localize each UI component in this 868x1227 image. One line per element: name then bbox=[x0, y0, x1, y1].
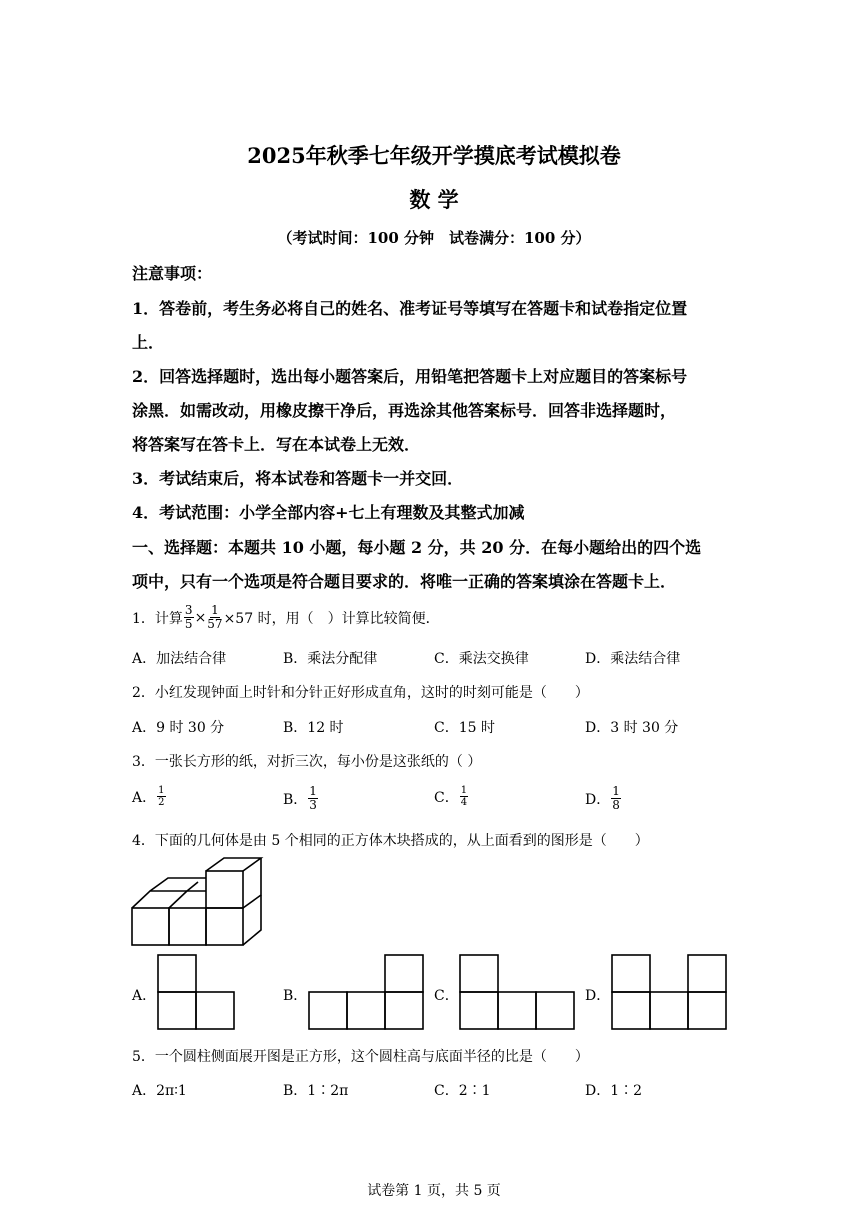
note-1-line-2: 上． bbox=[132, 333, 165, 352]
q1-option-a: A．加法结合律 bbox=[132, 651, 227, 667]
question-1 bbox=[132, 604, 440, 631]
q3-d-num: 1 bbox=[612, 784, 620, 798]
q5-option-c: C．2∶1 bbox=[434, 1083, 491, 1099]
q3-b-den: 3 bbox=[309, 798, 317, 812]
q3-c-den: 4 bbox=[460, 797, 468, 808]
section-1-line-1: 一、选择题：本题共 10 小题，每小题 2 分，共 20 分．在每小题给出的四个选 bbox=[132, 538, 702, 557]
q4-option-b-label: B． bbox=[283, 988, 308, 1004]
q1-rest: ×57 时，用（ ）计算比较简便． bbox=[223, 610, 440, 627]
section-1-line-2: 项中，只有一个选项是符合题目要求的．将唯一正确的答案填涂在答题卡上． bbox=[132, 572, 677, 591]
exam-title: 2025年秋季七年级开学摸底考试模拟卷 bbox=[247, 143, 621, 168]
q4-option-c-figure bbox=[459, 954, 577, 1030]
q2-option-d: D．3 时 30 分 bbox=[585, 720, 679, 736]
q1-times-1: × bbox=[194, 609, 207, 626]
q1-option-c: C．乘法交换律 bbox=[434, 651, 529, 667]
cube-solid-figure bbox=[128, 858, 263, 950]
q2-option-b: B．12 时 bbox=[283, 720, 344, 736]
q4-option-c-label: C． bbox=[434, 988, 459, 1004]
q1-prefix: 1．计算 bbox=[132, 610, 183, 627]
q1-option-d: D．乘法结合律 bbox=[585, 651, 681, 667]
q3-a-num: 1 bbox=[158, 785, 165, 796]
q3-option-b-label: B． bbox=[283, 791, 308, 808]
q3-option-c bbox=[434, 785, 469, 808]
notes-heading: 注意事项： bbox=[132, 264, 213, 283]
q3-option-a bbox=[132, 785, 167, 808]
question-4: 4．下面的几何体是由 5 个相同的正方体木块搭成的，从上面看到的图形是（ ） bbox=[132, 833, 649, 849]
q1-fraction-1-den: 5 bbox=[184, 617, 193, 631]
q5-option-d: D．1∶2 bbox=[585, 1083, 643, 1099]
q3-a-den: 2 bbox=[158, 797, 165, 808]
q1-fraction-1-num: 3 bbox=[184, 603, 193, 617]
note-4: 4．考试范围：小学全部内容+七上有理数及其整式加减 bbox=[132, 503, 525, 522]
q3-d-den: 8 bbox=[612, 798, 620, 812]
q1-option-b: B．乘法分配律 bbox=[283, 651, 378, 667]
cube-top-edge-rear bbox=[150, 878, 206, 891]
q2-option-c: C．15 时 bbox=[434, 720, 495, 736]
q3-option-d-fraction bbox=[611, 785, 621, 812]
cube-front-3 bbox=[206, 908, 243, 945]
note-2-line-2: 涂黑．如需改动，用橡皮擦干净后，再选涂其他答案标号．回答非选择题时， bbox=[132, 401, 677, 420]
cube-top-divider-2 bbox=[187, 882, 198, 891]
q3-option-d-label: D． bbox=[585, 791, 611, 808]
q3-c-num: 1 bbox=[460, 785, 468, 796]
q4-option-a-figure bbox=[157, 954, 237, 1030]
q5-option-b: B．1∶2π bbox=[283, 1083, 349, 1099]
cube-right-side-upper bbox=[243, 858, 261, 908]
q4-option-b-figure bbox=[308, 954, 426, 1030]
cube-front-1 bbox=[132, 908, 169, 945]
q3-option-a-label: A． bbox=[132, 789, 157, 806]
note-2-line-1: 2．回答选择题时，选出每小题答案后，用铅笔把答题卡上对应题目的答案标号 bbox=[132, 367, 688, 386]
q3-option-c-label: C． bbox=[434, 789, 459, 806]
subject-title: 数 学 bbox=[409, 187, 459, 212]
q4-option-a-label: A． bbox=[132, 988, 157, 1004]
cube-top-divider-1 bbox=[169, 891, 187, 908]
q5-option-a: A．2π∶1 bbox=[132, 1083, 187, 1099]
note-1-line-1: 1．答卷前，考生务必将自己的姓名、准考证号等填写在答题卡和试卷指定位置 bbox=[132, 299, 688, 318]
note-3: 3．考试结束后，将本试卷和答题卡一并交回． bbox=[132, 469, 464, 488]
exam-info: （考试时间：100 分钟 试卷满分：100 分） bbox=[277, 229, 591, 247]
question-3: 3．一张长方形的纸，对折三次，每小份是这张纸的（ ） bbox=[132, 754, 482, 770]
cube-top-cap bbox=[206, 858, 261, 871]
cube-front-top bbox=[206, 871, 243, 908]
q1-fraction-1 bbox=[184, 604, 194, 631]
question-5: 5．一个圆柱侧面展开图是正方形，这个圆柱高与底面半径的比是（ ） bbox=[132, 1049, 589, 1065]
q3-b-num: 1 bbox=[309, 784, 317, 798]
q2-option-a: A．9 时 30 分 bbox=[132, 720, 225, 736]
page-footer: 试卷第 1 页，共 5 页 bbox=[367, 1183, 501, 1199]
cube-right-side-lower bbox=[243, 895, 261, 945]
q3-option-d bbox=[585, 785, 622, 812]
question-2: 2．小红发现钟面上时针和分针正好形成直角，这时的时刻可能是（ ） bbox=[132, 685, 589, 701]
q1-fraction-2-den: 57 bbox=[207, 617, 223, 631]
q3-option-b-fraction bbox=[308, 785, 318, 812]
q1-fraction-2 bbox=[207, 604, 222, 631]
cube-top-edge-back bbox=[132, 891, 206, 908]
q4-option-d-figure bbox=[611, 954, 729, 1030]
q1-fraction-2-num: 1 bbox=[211, 603, 219, 617]
note-2-line-3: 将答案写在答卡上．写在本试卷上无效． bbox=[132, 435, 421, 454]
q3-option-a-fraction bbox=[157, 785, 165, 808]
cube-front-2 bbox=[169, 908, 206, 945]
q3-option-c-fraction bbox=[460, 785, 468, 808]
q3-option-b bbox=[283, 785, 319, 812]
q4-option-d-label: D． bbox=[585, 988, 611, 1004]
